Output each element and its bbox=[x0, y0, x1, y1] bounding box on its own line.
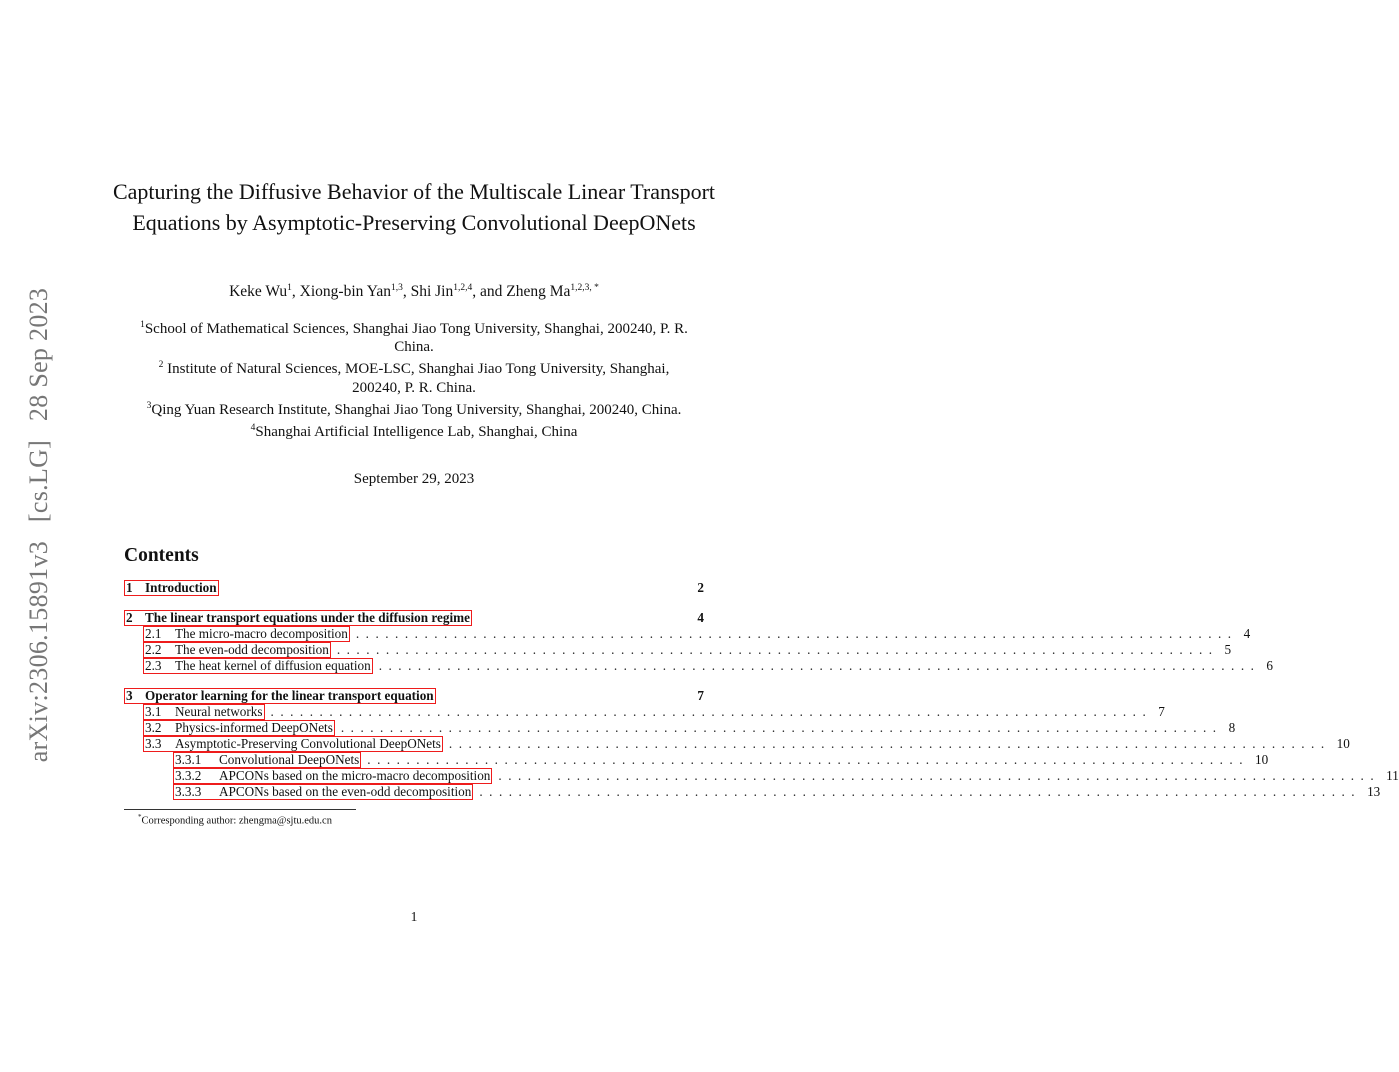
affiliation-text: School of Mathematical Sciences, Shanghai Jiao Tong University, Shanghai, 200240, P. R. China. bbox=[144, 321, 688, 356]
toc-entry-page: 4 bbox=[697, 610, 704, 625]
toc-entry-number: 1 bbox=[126, 580, 133, 595]
toc-entry-page: 10 bbox=[1336, 736, 1350, 751]
toc-dot-leader: .......................................................................................... bbox=[355, 626, 1238, 641]
toc-entry bbox=[124, 736, 1350, 752]
toc-entry-number: 3.3 bbox=[145, 736, 162, 751]
toc-entry-link[interactable] bbox=[143, 658, 373, 674]
toc-entry-title: Asymptotic-Preserving Convolutional DeepONets bbox=[175, 736, 441, 751]
author-affiliation-mark: 1,2,3, * bbox=[570, 283, 599, 293]
author-list bbox=[112, 283, 716, 301]
toc-entry-page: 10 bbox=[1255, 752, 1269, 767]
author-affiliation-mark: 1,2,4 bbox=[453, 283, 473, 293]
affiliation-mark: 2 bbox=[158, 360, 164, 371]
toc-entry-title: The heat kernel of diffusion equation bbox=[175, 658, 371, 673]
affiliation-text: Institute of Natural Sciences, MOE-LSC, Shanghai Jiao Tong University, Shanghai, 200240, P. R. China. bbox=[163, 361, 670, 396]
toc-dot-leader: .......................................................................................... bbox=[336, 642, 1219, 657]
toc-entry-page: 6 bbox=[1266, 658, 1273, 673]
toc-entry-title: Neural networks bbox=[175, 704, 263, 719]
affiliation-mark: 3 bbox=[146, 400, 152, 411]
toc-dot-leader: .......................................................................................... bbox=[378, 658, 1261, 673]
affiliation bbox=[140, 356, 688, 396]
toc-entry-page: 2 bbox=[697, 580, 704, 595]
toc-entry-link[interactable] bbox=[143, 642, 331, 658]
author-name: Zheng Ma bbox=[506, 283, 571, 301]
toc-entry-title: The linear transport equations under the diffusion regime bbox=[145, 610, 470, 625]
toc-entry-page: 8 bbox=[1228, 720, 1236, 735]
toc-entry bbox=[124, 704, 1165, 720]
toc-entry-page: 7 bbox=[1158, 704, 1165, 719]
toc-dot-leader: .......................................................................................... bbox=[448, 736, 1331, 751]
author-separator: , bbox=[291, 283, 300, 301]
arxiv-id: arXiv:2306.15891v3 bbox=[24, 540, 53, 763]
affiliation bbox=[140, 419, 688, 441]
toc-entry-title: APCONs based on the even-odd decomposition bbox=[219, 784, 472, 799]
corresponding-author-footnote bbox=[138, 813, 332, 827]
toc-entry-page: 11 bbox=[1386, 768, 1399, 783]
page-number: 1 bbox=[410, 909, 418, 924]
toc-dot-leader: .......................................................................................... bbox=[340, 720, 1223, 735]
toc-entry-page: 13 bbox=[1367, 784, 1381, 799]
affiliation-text: Qing Yuan Research Institute, Shanghai Jiao Tong University, Shanghai, 200240, China. bbox=[151, 401, 682, 418]
toc-entry-link[interactable] bbox=[173, 784, 473, 800]
toc-entry-link[interactable] bbox=[143, 626, 350, 642]
author-name: Shi Jin bbox=[410, 283, 454, 301]
toc-entry-title: Physics-informed DeepONets bbox=[175, 720, 333, 735]
toc-entry-title: Convolutional DeepONets bbox=[219, 752, 360, 767]
toc-entry-title: The micro-macro decomposition bbox=[175, 626, 348, 641]
toc-entry-title: Operator learning for the linear transport equation bbox=[145, 688, 434, 703]
toc-entry-link[interactable] bbox=[173, 768, 492, 784]
toc-entry-link[interactable] bbox=[143, 736, 443, 752]
toc-entry-link[interactable] bbox=[124, 580, 219, 596]
author-affiliation-mark: 1,3 bbox=[390, 283, 403, 293]
author-separator: , and bbox=[472, 283, 507, 301]
toc-dot-leader: .......................................................................................... bbox=[498, 768, 1381, 783]
affiliation-mark: 1 bbox=[140, 320, 145, 330]
toc-entry bbox=[124, 610, 704, 626]
toc-entry bbox=[124, 720, 1236, 736]
footnote-text: Corresponding author: zhengma@sjtu.edu.cn bbox=[141, 815, 332, 827]
toc-entry bbox=[124, 580, 704, 596]
toc-entry-number: 3.3.3 bbox=[175, 784, 202, 799]
toc-entry-link[interactable] bbox=[124, 610, 472, 626]
author-name: Keke Wu bbox=[229, 283, 288, 301]
toc-entry-number: 3.3.1 bbox=[175, 752, 202, 767]
toc-entry-number: 3.2 bbox=[145, 720, 162, 735]
toc-entry bbox=[124, 642, 1232, 658]
author-name: Xiong-bin Yan bbox=[299, 283, 391, 301]
toc-entry-number: 2.1 bbox=[145, 626, 162, 641]
affiliation-list bbox=[140, 316, 688, 441]
arxiv-date: 28 Sep 2023 bbox=[24, 287, 53, 422]
toc-entry-page: 5 bbox=[1224, 642, 1232, 657]
affiliation bbox=[140, 316, 688, 356]
paper-date: September 29, 2023 bbox=[353, 471, 475, 487]
toc-entry bbox=[124, 752, 1269, 768]
toc-entry-number: 2.2 bbox=[145, 642, 162, 657]
toc-entry-number: 3 bbox=[126, 688, 133, 703]
toc-dot-leader: .......................................................................................... bbox=[270, 704, 1153, 719]
toc-entry-number: 2 bbox=[126, 610, 133, 625]
arxiv-category: [cs.LG] bbox=[24, 439, 53, 523]
toc-entry-title: The even-odd decomposition bbox=[175, 642, 329, 657]
toc-entry bbox=[124, 688, 704, 704]
affiliation-text: Shanghai Artificial Intelligence Lab, Shanghai, China bbox=[255, 424, 578, 441]
toc-entry-page: 4 bbox=[1243, 626, 1251, 641]
toc-entry-number: 2.3 bbox=[145, 658, 162, 673]
author-separator: , bbox=[402, 283, 411, 301]
toc-entry-title: APCONs based on the micro-macro decomposition bbox=[219, 768, 491, 783]
author-affiliation-mark: 1 bbox=[287, 283, 292, 293]
arxiv-identifier-stamp bbox=[24, 282, 54, 769]
affiliation bbox=[140, 397, 688, 419]
toc-entry-number: 3.1 bbox=[145, 704, 162, 719]
toc-entry-title: Introduction bbox=[145, 580, 217, 595]
toc-entry-link[interactable] bbox=[143, 720, 335, 736]
toc-entry bbox=[124, 784, 1381, 800]
toc-entry-link[interactable] bbox=[173, 752, 361, 768]
toc-entry-link[interactable] bbox=[124, 688, 436, 704]
paper-title: Capturing the Diffusive Behavior of the Multiscale Linear Transport Equations by Asymptotic-Preserving Convolutional DeepONets bbox=[112, 179, 716, 235]
toc-dot-leader: .......................................................................................... bbox=[367, 752, 1249, 767]
toc-entry-link[interactable] bbox=[143, 704, 265, 720]
toc-entry bbox=[124, 768, 1399, 784]
footnote-mark: * bbox=[138, 813, 142, 821]
toc-entry-number: 3.3.2 bbox=[175, 768, 202, 783]
footnote-divider bbox=[124, 809, 356, 810]
affiliation-mark: 4 bbox=[250, 423, 256, 434]
toc-entry bbox=[124, 626, 1251, 642]
toc-dot-leader: .......................................................................................... bbox=[479, 784, 1362, 799]
toc-entry-page: 7 bbox=[697, 688, 704, 703]
contents-heading: Contents bbox=[124, 545, 199, 566]
toc-entry bbox=[124, 658, 1273, 674]
